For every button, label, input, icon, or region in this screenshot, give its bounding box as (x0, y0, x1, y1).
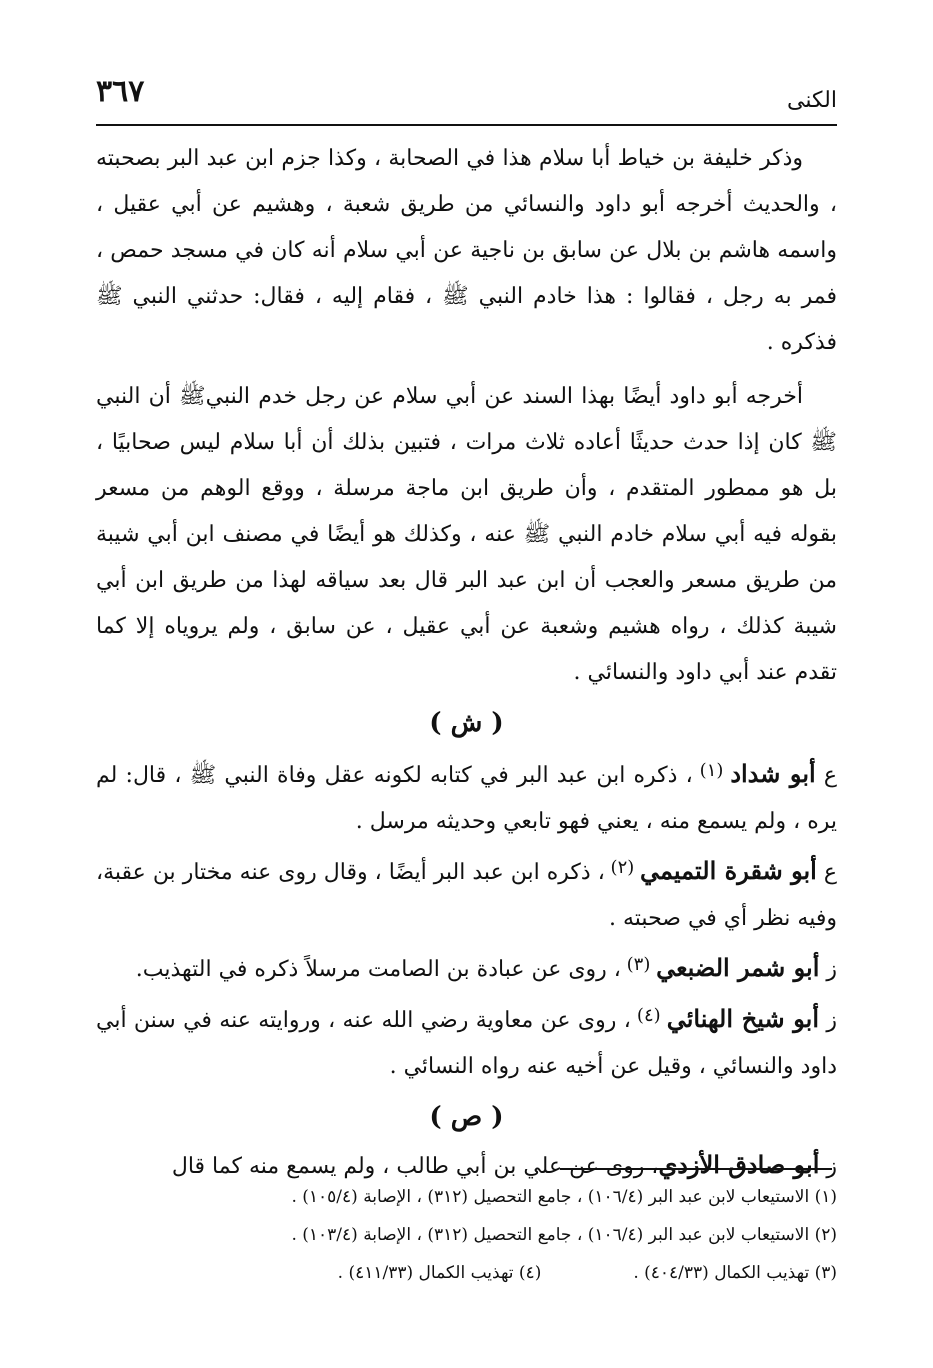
entry-text: ، ذكره ابن عبد البر في كتابه لكونه عقل وفاة النبي ﷺ ، قال: لم يره ، ولم يسمع منه ، يعني فهو تابعي وحديثه مرسل . (96, 763, 837, 834)
footnote-1: (١) الاستيعاب لابن عبد البر (١٠٦/٤) ، جامع التحصيل (٣١٢) ، الإصابة (١٠٥/٤) . (291, 1187, 837, 1207)
footnote-ref: (٤) (630, 1005, 667, 1026)
running-title: الكنى (787, 88, 837, 113)
entry-source-letter: ز (819, 1154, 837, 1179)
entry-source-letter: ع (816, 860, 837, 885)
paragraph: أخرجه أبو داود أيضًا بهذا السند عن أبي سلام عن رجل خدم النبيﷺ أن النبي ﷺ كان إذا حدث حديثًا أعاده ثلاث مرات ، فتبين بذلك أن أبا سلام ليس صحابيًا ، بل هو ممطور المتقدم ، وأن طريق ابن ماجة مرسلة ، ووقع الوهم من مسعر بقوله فيه أبي سلام خادم النبي ﷺ عنه ، وكذلك هو أيضًا في مصنف ابن أبي شيبة من طريق مسعر والعجب أن ابن عبد البر قال بعد سياقه لهذا من طريق ابن أبي شيبة كذلك ، رواه هشيم وشعبة عن أبي عقيل ، عن سابق ، ولم يروياه إلا كما تقدم عند أبي داود والنسائي . (96, 384, 837, 685)
footnote-2: (٢) الاستيعاب لابن عبد البر (١٠٦/٤) ، جامع التحصيل (٣١٢) ، الإصابة (١٠٣/٤) . (291, 1225, 837, 1245)
entry-name: أبو شداد (730, 759, 816, 788)
entry-name: أبو صادق الأزدي (658, 1150, 820, 1179)
footnote-ref: (٣) (620, 954, 657, 975)
section-heading-shin: ( ش ) (429, 708, 504, 738)
section-heading-sad: ( ص ) (429, 1102, 504, 1132)
footnote-ref: (٢) (604, 857, 641, 878)
entry-name: أبو شمر الضبعي (656, 953, 820, 982)
entry-text: ، روى عن معاوية رضي الله عنه ، وروايته عنه في سنن أبي داود والنسائي ، وقيل عن أخيه عنه رواه النسائي . (96, 1008, 837, 1079)
entry-abu-shaykh (96, 993, 837, 1090)
footnotes (96, 1178, 837, 1292)
entry-abu-shaddad (96, 748, 837, 845)
entry-source-letter: ز (819, 957, 837, 982)
page-number: ٣٦٧ (96, 74, 145, 109)
footnote-4: (٤) تهذيب الكمال (٤١١/٣٣) . (337, 1263, 542, 1283)
entry-abu-shaqra (96, 845, 837, 942)
page-header (96, 74, 837, 114)
paragraph: وذكر خليفة بن خياط أبا سلام هذا في الصحابة ، وكذا جزم ابن عبد البر بصحبته ، والحديث أخرجه أبو داود والنسائي من طريق شعبة ، وهشيم عن أبي عقيل ، واسمه هاشم بن بلال عن سابق بن ناجية عن أبي سلام أنه كان في مسجد حمص ، فمر به رجل ، فقالوا : هذا خادم النبي ﷺ ، فقام إليه ، فقال: حدثني النبي ﷺ فذكره . (96, 146, 837, 355)
entry-name: أبو شيخ الهنائي (666, 1004, 820, 1033)
footnote-ref: (١) (692, 760, 731, 781)
header-rule (96, 124, 837, 126)
footnote-rule (560, 1168, 832, 1170)
entry-source-letter: ع (815, 763, 838, 788)
entry-name: أبو شقرة التميمي (640, 856, 817, 885)
main-text (96, 136, 837, 1190)
footnote-3: (٣) تهذيب الكمال (٤٠٤/٣٣) . (633, 1263, 837, 1283)
entry-text: ، روى عن علي بن أبي طالب ، ولم يسمع منه كما قال (171, 1154, 659, 1179)
entry-abu-shamir (96, 942, 837, 993)
entry-source-letter: ز (819, 1008, 837, 1033)
footnote-row (96, 1254, 837, 1292)
entry-text: ، روى عن عبادة بن الصامت مرسلاً ذكره في التهذيب. (135, 957, 621, 982)
entry-text: ، ذكره ابن عبد البر أيضًا ، وقال روى عنه مختار بن عقبة، وفيه نظر أي في صحبته . (96, 860, 837, 931)
